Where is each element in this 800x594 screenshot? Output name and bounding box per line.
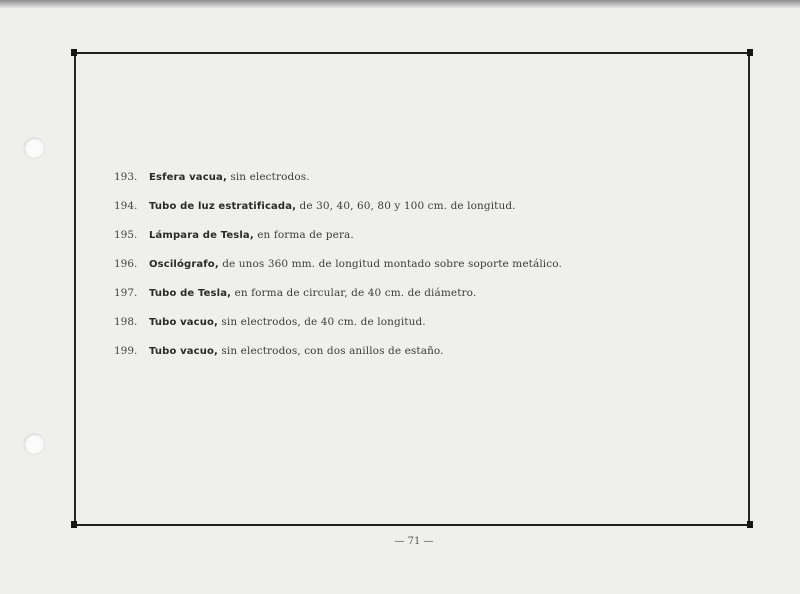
entry-description: sin electrodos, con dos anillos de estaño. <box>217 345 444 357</box>
entry-number: 193. <box>114 171 138 183</box>
catalog-entry <box>114 226 734 255</box>
catalog-entry <box>114 197 734 226</box>
catalog-entry <box>114 313 734 342</box>
frame-corner-bottom-left <box>71 521 77 528</box>
entry-description: sin electrodos. <box>226 171 310 183</box>
entry-name: Tubo de luz estratificada, <box>149 201 297 212</box>
punch-hole-top <box>24 138 44 158</box>
punch-hole-bottom <box>24 434 44 454</box>
entry-name: Lámpara de Tesla, <box>149 230 254 241</box>
entry-description: sin electrodos, de 40 cm. de longitud. <box>217 316 426 328</box>
catalog-entry <box>114 168 734 197</box>
frame-corner-bottom-right <box>747 521 753 528</box>
catalog-entry <box>114 342 734 371</box>
entry-description: en forma de pera. <box>253 229 354 241</box>
catalog-entry-list <box>114 168 734 371</box>
entry-name: Oscilógrafo, <box>149 259 219 270</box>
frame-corner-top-left <box>71 49 77 56</box>
entry-number: 196. <box>114 258 138 270</box>
entry-name: Tubo vacuo, <box>149 346 218 357</box>
page-number: — 71 — <box>394 536 434 547</box>
entry-number: 195. <box>114 229 138 241</box>
entry-description: de unos 360 mm. de longitud montado sobre soporte metálico. <box>218 258 562 270</box>
entry-description: en forma de circular, de 40 cm. de diámetro. <box>231 287 477 299</box>
frame-corner-top-right <box>747 49 753 56</box>
entry-description: de 30, 40, 60, 80 y 100 cm. de longitud. <box>296 200 516 212</box>
entry-number: 194. <box>114 200 138 212</box>
catalog-entry <box>114 284 734 313</box>
scan-top-edge <box>0 0 800 8</box>
entry-name: Tubo de Tesla, <box>149 288 232 299</box>
entry-name: Tubo vacuo, <box>149 317 218 328</box>
entry-name: Esfera vacua, <box>149 172 227 183</box>
catalog-entry <box>114 255 734 284</box>
entry-number: 199. <box>114 345 138 357</box>
entry-number: 198. <box>114 316 138 328</box>
entry-number: 197. <box>114 287 138 299</box>
